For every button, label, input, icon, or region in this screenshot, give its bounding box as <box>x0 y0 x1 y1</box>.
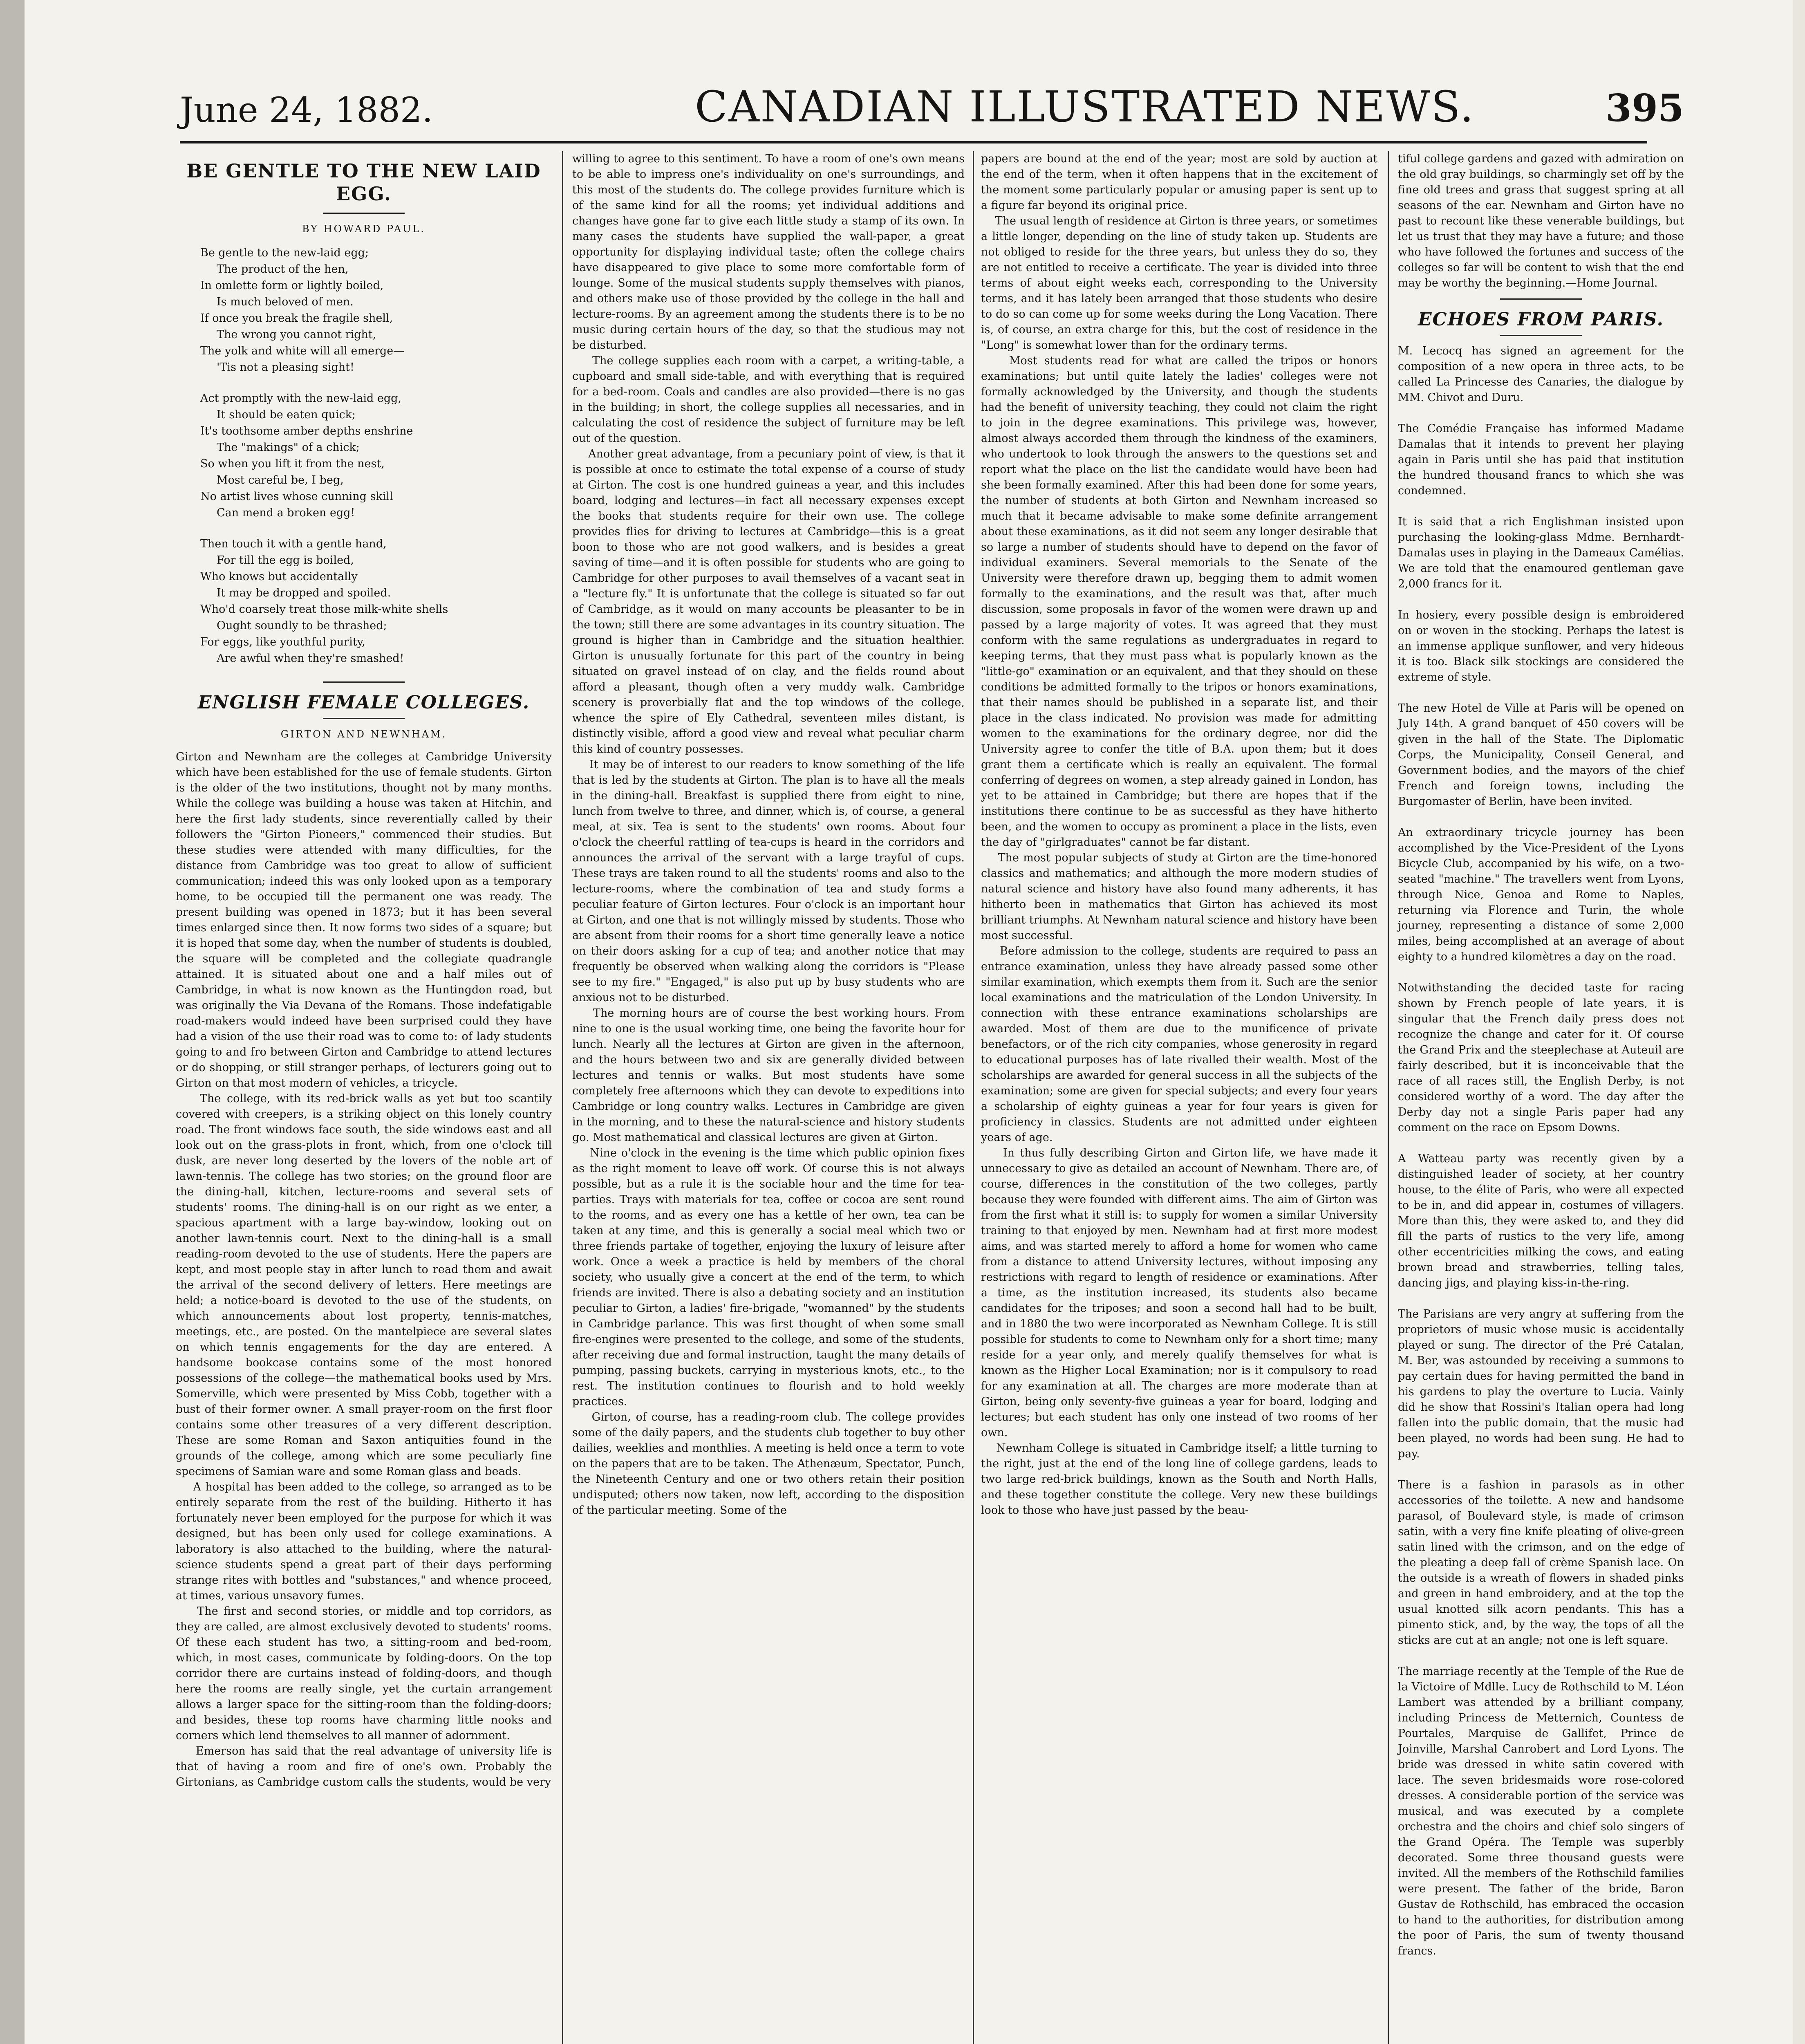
poem-line: For till the egg is boiled, <box>217 554 354 567</box>
poem-line: Be gentle to the new-laid egg; <box>200 247 369 259</box>
poem-body <box>200 245 535 667</box>
poem-line: So when you lift it from the nest, <box>200 457 385 470</box>
poem-line: Are awful when they're smashed! <box>217 652 404 665</box>
poem-line: The product of the hen, <box>217 263 349 276</box>
article-body-column-4: tiful college gardens and gazed with admiration on the old gray buildings, so charmingly set off by the fine old trees and grass that suggest spring at all seasons of the ear. Newnham and Girton have no past to recount like these venerable buildings, but let us trust that they may have a future; and those who have followed the fortunes and success of the colleges so far will be content to wish that the end may be worthy the beginning.—Home Journal. <box>1398 152 1688 289</box>
poem-line: 'Tis not a pleasing sight! <box>217 361 354 374</box>
poem-line: It should be eaten quick; <box>217 408 356 421</box>
newspaper-title: CANADIAN ILLUSTRATED NEWS. <box>695 82 1475 132</box>
page-number: 395 <box>1605 86 1684 130</box>
poem-line: It's toothsome amber depths enshrine <box>200 425 413 437</box>
echoes-title: ECHOES FROM PARIS. <box>1418 309 1664 330</box>
poem-line: For eggs, like youthful purity, <box>200 636 365 648</box>
column-3 <box>981 151 1377 2044</box>
poem-title: BE GENTLE TO THE NEW LAID EGG. <box>186 160 541 205</box>
poem-line: If once you break the fragile shell, <box>200 312 393 325</box>
column-rule <box>973 151 974 2044</box>
poem-line: Can mend a broken egg! <box>217 507 355 519</box>
column-rule <box>1388 151 1389 2044</box>
poem-stanza <box>200 245 535 376</box>
poem-stanza <box>200 390 535 521</box>
echoes-body: M. Lecocq has signed an agreement for the composition of a new opera in three acts, to be called La Princesse des Canaries, the dialogue by MM. Chivot and Duru. The Comédie Française has informed Madame Damalas that it intends to prevent her playing again in Paris until she has paid that institution the hundred thousand francs to which she was condemned. It is said that a rich Englishman insisted upon purchasing the looking-glass Mdme. Bernhardt-Damalas uses in playing in the Dameaux Camélias. We are told that the enamoured gentleman gave 2,000 francs for it. In hosiery, every possible design is embroidered on or woven in the stocking. Perhaps the latest is an immense applique sunflower, and very hideous it is too. Black silk stockings are considered the extreme of style. The new Hotel de Ville at Paris will be opened on July 14th. A grand banquet of 450 covers will be given in the hall of the State. The Diplomatic Corps, the Municipality, Conseil General, and Government bodies, and the mayors of the chief French and foreign towns, including the Burgomaster of Berlin, have been invited. An extraordinary tricycle journey has been accomplished by the Vice-President of the Lyons Bicycle Club, accompanied by his wife, on a two-seated "machine." The travellers went from Lyons, through Nice, Genoa and Rome to Naples, returning via Florence and Turin, the whole journey, representing a distance of some 2,000 miles, being accomplished at an average of about eighty to a hundred kilomètres a day on the road. Notwithstanding the decided taste for racing shown by French people of late years, it is singular that the French daily press does not recognize the change and cater for it. Of course the Grand Prix and the steeplechase at Auteuil are fairly described, but it is inconceivable that the race of all races still, the English Derby, is not considered worthy of a word. The day after the Derby day not a single Paris paper had any comment on the race on Epsom Downs. A Watteau party was recently given by a distinguished leader of society, at her country house, to the élite of Paris, who were all expected to be in, and did appear in, costumes of villagers. More than this, they were asked to, and they did fill the parts of rustics to the very life, among other eccentricities milking the cows, and eating brown bread and strawberries, telling tales, dancing jigs, and playing kiss-in-the-ring. The Parisians are very angry at suffering from the proprietors of music whose music is accidentally played or sung. The director of the Pré Catalan, M. Ber, was astounded by receiving a summons to pay certain dues for having permitted the band in his gardens to play the overture to Lucia. Vainly did he show that Rossini's Italian opera had long fallen into the public domain, that the music had been played, no words had been sung. He had to pay. There is a fashion in parasols as in other accessories of the toilette. A new and handsome parasol, of Boulevard style, is made of crimson satin, with a very fine knife pleating of olive-green satin lined with the crimson, and on the edge of the pleating a deep fall of crème Spanish lace. On the outside is a wreath of flowers in shaded pinks and green in hand embroidery, and at the top the usual knotted silk acorn pendants. This has a pimento stick, and, by the way, the tops of all the sticks are cut at an angle; not one is left square. The marriage recently at the Temple of the Rue de la Victoire of Mdlle. Lucy de Rothschild to M. Léon Lambert was attended by a brilliant company, including Princess de Metternich, Countess de Pourtales, Marquise de Gallifet, Prince de Joinville, Marshal Canrobert and Lord Lyons. The bride was dressed in white satin covered with lace. The seven bridesmaids wore rose-colored dresses. A considerable portion of the service was musical, and was executed by a complete orchestra and the choirs and chief solo singers of the Grand Opéra. The Temple was superbly decorated. Some three thousand guests were invited. All the members of the Rothschild families were present. The father of the bride, Baron Gustav de Rothschild, has embraced the occasion to hand to the authorities, for distribution among the poor of Paris, the sum of twenty thousand francs. <box>1398 345 1684 1957</box>
article-body-column-1: Girton and Newnham are the colleges at Cambridge University which have been established for the use of female students. Girton is the older of the two institutions, thought not by many months. While the college was building a house was taken at Hitchin, and here the first lady students, since reverentially called by their followers the "Girton Pioneers," commenced their studies. But these studies were attended with many difficulties, for the distance from Cambridge was too great to allow of sufficient communication; indeed this was only looked upon as a temporary home, to be occupied till the permanent one was ready. The present building was opened in 1873; but it has been several times enlarged since then. It now forms two sides of a square; but it is hoped that some day, when the number of students is doubled, the square will be completed and the collegiate quadrangle attained. It is situated about one and a half miles out of Cambridge, in what is now known as the Huntingdon road, but was originally the Via Devana of the Romans. Those indefatigable road-makers would indeed have been surprised could they have had a vision of the use their road was to come to: of lady students going to and fro between Girton and Cambridge to attend lectures or do shopping, or still stranger perhaps, of lecturers going out to Girton on that most modern of vehicles, a tricycle. The college, with its red-brick walls as yet but too scantily covered with creepers, is a striking object on this lonely country road. The front windows face south, the side windows east and all look out on the grass-plots in front, which, from one o'clock till dusk, are never long deserted by the lovers of the noble art of lawn-tennis. The college has two stories; on the ground floor are the dining-hall, kitchen, lecture-rooms and several sets of students' rooms. The dining-hall is on our right as we enter, a spacious apartment with a large bay-window, looking out on another lawn-tennis court. Next to the dining-hall is a small reading-room devoted to the use of students. Here the papers are kept, and most people stay in after lunch to read them and await the arrival of the second delivery of letters. Here meetings are held; a notice-board is devoted to the use of the students, on which announcements about lost property, tennis-matches, meetings, etc., are posted. On the mantelpiece are several slates on which tennis engagements for the day are entered. A handsome bookcase contains some of the most honored possessions of the college—the mathematical books used by Mrs. Somerville, which were presented by Miss Cobb, together with a bust of their former owner. A small prayer-room on the first floor contains some other treasures of a very different description. These are some Roman and Saxon antiquities found in the grounds of the college, among which are some peculiarly fine specimens of Samian ware and some Roman glass and beads. A hospital has been added to the college, so arranged as to be entirely separate from the rest of the building. Hitherto it has fortunately never been employed for the purpose for which it was designed, but has been only used for college examinations. A laboratory is also attached to the building, where the natural-science students spend a great part of their days performing strange rites with bottles and "substances," and whence proceed, at times, various unsavory fumes. The first and second stories, or middle and top corridors, as they are called, are almost exclusively devoted to students' rooms. Of these each student has two, a sitting-room and bed-room, which, in most cases, communicate by folding-doors. On the top corridor there are curtains instead of folding-doors, and though here the rooms are really single, yet the curtain arrangement allows a larger space for the sitting-room than the folding-doors; and besides, these top rooms have charming little nooks and corners which lend themselves to all manner of adornment. Emerson has said that the real advantage of university life is that of having a room and fire of one's own. Probably the Girtonians, as Cambridge custom calls the students, would be very <box>176 751 552 1788</box>
column-2 <box>572 151 965 2044</box>
section-rule <box>323 681 405 683</box>
column-rule <box>562 151 563 2044</box>
article-subtitle: GIRTON AND NEWNHAM. <box>280 728 447 740</box>
title-rule <box>323 718 405 719</box>
poem-line: The "makings" of a chick; <box>217 441 360 454</box>
column-4 <box>1398 151 1688 2044</box>
page-edge-right <box>1793 0 1805 2044</box>
page-header <box>172 74 1684 147</box>
poem-line: It may be dropped and spoiled. <box>217 587 391 599</box>
column-1 <box>176 151 552 2044</box>
poem-line: Most careful be, I beg, <box>217 474 344 486</box>
poem-line: Act promptly with the new-laid egg, <box>200 392 402 405</box>
article-title: ENGLISH FEMALE COLLEGES. <box>197 692 530 713</box>
title-rule <box>323 213 405 214</box>
poem-line: Ought soundly to be thrashed; <box>217 619 387 632</box>
poem-line: No artist lives whose cunning skill <box>200 490 393 503</box>
poem-line: Who'd coarsely treat those milk-white shells <box>200 603 448 616</box>
poem-stanza <box>200 536 535 667</box>
poem-line: The yolk and white will all emerge— <box>200 345 405 357</box>
poem-line: The wrong you cannot right, <box>217 328 376 341</box>
poem-line: Then touch it with a gentle hand, <box>200 538 387 550</box>
title-rule <box>1500 335 1582 336</box>
header-rule <box>180 141 1647 143</box>
poem-line: Is much beloved of men. <box>217 296 354 308</box>
issue-date: June 24, 1882. <box>180 90 433 130</box>
poem-line: In omlette form or lightly boiled, <box>200 279 384 292</box>
section-rule <box>1500 298 1582 300</box>
article-body-column-3: papers are bound at the end of the year; most are sold by auction at the end of the term, when it often happens that in the excitement of the moment some particularly popular or amusing paper is sent up to a figure far beyond its original price. The usual length of residence at Girton is three years, or sometimes a little longer, depending on the line of study taken up. Students are not obliged to reside for the three years, but unless they do so, they are not entitled to receive a certificate. The year is divided into three terms of about eight weeks each, corresponding to the University terms, and it has lately been arranged that those students who desire to do so can come up for some weeks during the Long Vacation. There is, of course, an extra charge for this, but the cost of residence in the "Long" is somewhat lower than for the ordinary terms. Most students read for what are called the tripos or honors examinations; but until quite lately the ladies' colleges were not formally acknowledged by the University, and though the students had the benefit of university teaching, they could not claim the right to join in the degree examinations. This privilege was, however, almost always accorded them through the kindness of the examiners, who undertook to look through the answers to the questions set and report what the place on the list the candidate would have been had she been formally examined. After this had been done for some years, the number of students at both Girton and Newnham increased so much that it became advisable to make some definite arrangement about these examinations, as it did not seem any longer desirable that so large a number of students should have to depend on the favor of individual examiners. Several memorials to the Senate of the University were therefore drawn up, begging them to admit women formally to the examinations, and the result was that, after much discussion, some proposals in favor of the women were drawn up and passed by a large majority of votes. It was agreed that they must conform with the same regulations as undergraduates in regard to keeping terms, that they must pass what is popularly known as the "little-go" examination or an equivalent, and that they should on these conditions be admitted formally to the tripos or honors examinations, that their names should be published in a separate list, and their place in the class indicated. No provision was made for admitting women to the examinations for the ordinary degree, nor did the University agree to confer the title of B.A. upon them; but it does grant them a certificate which is really an equivalent. The formal conferring of degrees on women, a step already gained in London, has yet to be attained in Cambridge; but there are hopes that if the institutions there continue to be as successful as they have hitherto been, and the women to occupy as prominent a place in the lists, even the day of "girlgraduates" cannot be far distant. The most popular subjects of study at Girton are the time-honored classics and mathematics; and although the more modern studies of natural science and history have also found many adherents, it has hitherto been in mathematics that Girton has achieved its most brilliant triumphs. At Newnham natural science and history have been most successful. Before admission to the college, students are required to pass an entrance examination, unless they have already passed some other similar examination, which exempts them from it. Such are the senior local examinations and the matriculation of the London University. In connection with these entrance examinations scholarships are awarded. Most of them are due to the munificence of private benefactors, or of the rich city companies, whose generosity in regard to educational purposes has of late rivalled their wealth. Most of the scholarships are awarded for general success in all the subjects of the examination; some are given for special subjects; and every four years a scholarship of eighty guineas a year for four years is given for proficiency in classics. Students are not admitted under eighteen years of age. In thus fully describing Girton and Girton life, we have made it unnecessary to give as detailed an account of Newnham. There are, of course, differences in the constitution of the two colleges, partly because they were founded with different aims. The aim of Girton was from the first what it still is: to supply for women a similar University training to that enjoyed by men. Newnham had at first more modest aims, and was started merely to afford a home for women who came from a distance to attend University lectures, without imposing any restrictions with regard to length of residence or examinations. After a time, as the institution increased, its students also became candidates for the triposes; and soon a second hall had to be built, and in 1880 the two were incorporated as Newnham College. It is still possible for students to come to Newnham only for a short time; many reside for a year only, and merely qualify themselves for what is known as the Higher Local Examination; nor is it compulsory to read for any examination at all. The charges are more moderate than at Girton, being only seventy-five guineas a year for board, lodging and lectures; but each student has only one instead of two rooms of her own. Newnham College is situated in Cambridge itself; a little turning to the right, just at the end of the long line of college gardens, leads to two large red-brick buildings, known as the South and North Halls, and these together constitute the college. Very new these buildings look to those who have just passed by the beau- <box>981 152 1377 1517</box>
poem-line: Who knows but accidentally <box>200 570 358 583</box>
page-edge-left <box>0 0 25 2044</box>
poem-byline: BY HOWARD PAUL. <box>302 223 426 235</box>
article-body-column-2: willing to agree to this sentiment. To have a room of one's own means to be able to impress one's individuality on one's surroundings, and this most of the students do. The college provides furniture which is of the same kind for all the rooms; yet individual additions and changes have gone far to give each little study a stamp of its own. In many cases the students have supplied the wall-paper, a great opportunity for displaying individual taste; often the college chairs have disappeared to give place to some more comfortable form of lounge. Some of the musical students supply themselves with pianos, and others make use of those provided by the college in the hall and lecture-rooms. By an agreement among the students there is to be no music during certain hours of the day, so that the studious may not be disturbed. The college supplies each room with a carpet, a writing-table, a cupboard and small side-table, and with everything that is required for a bed-room. Coals and candles are also provided—there is no gas in the building; in short, the college supplies all necessaries, and in calculating the cost of residence the subject of furniture may be left out of the question. Another great advantage, from a pecuniary point of view, is that it is possible at once to estimate the total expense of a course of study at Girton. The cost is one hundred guineas a year, and this includes board, lodging and lectures—in fact all necessary expenses except the books that students require for their own use. The college provides flies for driving to lectures at Cambridge—this is a great boon to those who are not good walkers, and is besides a great saving of time—and it is often possible for students who are going to Cambridge for other purposes to avail themselves of a vacant seat in a "lecture fly." It is unfortunate that the college is situated so far out of Cambridge, as it would on many accounts be pleasanter to be in the town; still there are some advantages in its country situation. The ground is higher than in Cambridge and the situation healthier. Girton is unusually fortunate for this part of the country in being situated on gravel instead of on clay, and the fields round about afford a pleasant, though often a very muddy walk. Cambridge scenery is proverbially flat and the top windows of the college, whence the spire of Ely Cathedral, seventeen miles distant, is distinctly visible, afford a good view and reveal what peculiar charm this kind of country possesses. It may be of interest to our readers to know something of the life that is led by the students at Girton. The plan is to have all the meals in the dining-hall. Breakfast is supplied there from eight to nine, lunch from twelve to three, and dinner, which is, of course, a general meal, at six. Tea is sent to the students' own rooms. About four o'clock the cheerful rattling of tea-cups is heard in the corridors and announces the arrival of the servant with a large trayful of cups. These trays are taken round to all the students' rooms and also to the lecture-rooms, where the combination of tea and study forms a peculiar feature of Girton lectures. Four o'clock is an important hour at Girton, and one that is not willingly missed by students. Those who are absent from their rooms for a short time generally leave a notice on their doors asking for a cup of tea; and another notice that may frequently be observed when walking along the corridors is "Please see to my fire." "Engaged," is also put up by busy students who are anxious not to be disturbed. The morning hours are of course the best working hours. From nine to one is the usual working time, one being the favorite hour for lunch. Nearly all the lectures at Girton are given in the afternoon, and the hours between two and six are generally divided between lectures and tennis or walks. But most students have some completely free afternoons which they can devote to expeditions into Cambridge or long country walks. Lectures in Cambridge are given in the morning, and to these the natural-science and history students go. Most mathematical and classical lectures are given at Girton. Nine o'clock in the evening is the time which public opinion fixes as the right moment to leave off work. Of course this is not always possible, but as a rule it is the sociable hour and the time for tea-parties. Trays with materials for tea, coffee or cocoa are sent round to the rooms, and as every one has a kettle of her own, tea can be taken at any time, and this is generally a social meal which two or three friends partake of together, enjoying the luxury of leisure after work. Once a week a practice is held by members of the choral society, who usually give a concert at the end of the term, to which friends are invited. There is also a debating society and an institution peculiar to Girton, a ladies' fire-brigade, "womanned" by the students in Cambridge parlance. This was first thought of when some small fire-engines were presented to the college, and some of the students, after receiving due and formal instruction, taught the many details of pumping, passing buckets, carrying in mysterious knots, etc., to the rest. The institution continues to flourish and to hold weekly practices. Girton, of course, has a reading-room club. The college provides some of the daily papers, and the students club together to buy other dailies, weeklies and monthlies. A meeting is held once a term to vote on the papers that are to be taken. The Athenæum, Spectator, Punch, the Nineteenth Century and one or two others retain their position undisputed; others now taken, now left, according to the disposition of the particular meeting. Some of the <box>572 152 965 1517</box>
